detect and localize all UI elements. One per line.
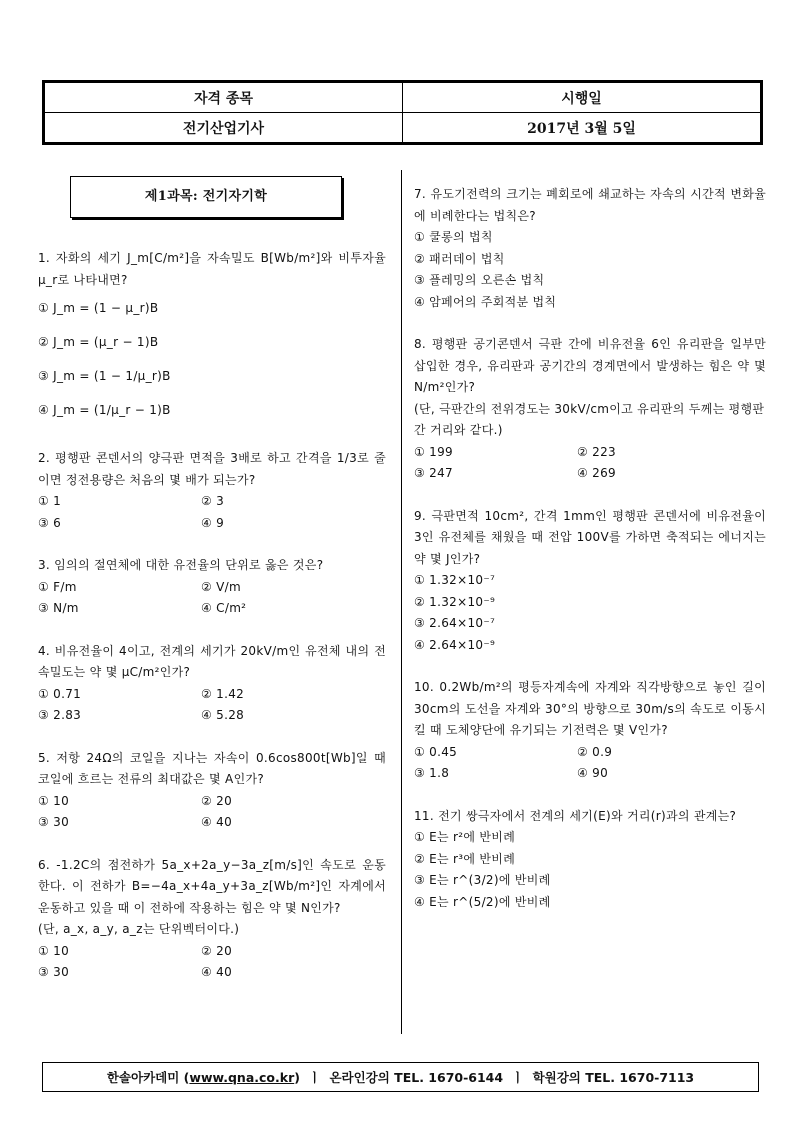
question-text: 10. 0.2Wb/m²의 평등자계속에 자계와 직각방향으로 놓인 길이 30cm의 도선을 자계와 30°의 방향으로 30m/s의 속도로 이동시킬 때 도체양단에 유기되는 기전력은 몇 V인가? [414, 680, 766, 737]
option-4: ④ E는 r^(5/2)에 반비례 [414, 894, 551, 909]
option-2: ② 20 [201, 793, 233, 808]
option-2: ② 223 [577, 444, 616, 459]
exam-type-label: 자격 종목 [45, 83, 403, 113]
option-3: ③ 2.64×10⁻⁷ [414, 616, 496, 630]
option-2: ② J_m = (μ_r − 1)B [38, 335, 159, 349]
option-3: ③ J_m = (1 − 1/μ_r)B [38, 369, 171, 383]
option-4: ④ 암페어의 주회적분 법칙 [414, 294, 557, 309]
option-3: ③ 6 [38, 515, 62, 530]
option-2: ② 1.32×10⁻⁹ [414, 594, 496, 609]
option-2: ② 20 [201, 943, 233, 958]
option-1: ① 10 [38, 943, 70, 958]
option-3: ③ 1.8 [414, 766, 450, 780]
question-2 [38, 448, 386, 534]
question-4 [38, 641, 386, 727]
option-1: ① 1 [38, 494, 62, 508]
question-11 [414, 806, 766, 914]
option-4: ④ 5.28 [201, 708, 245, 722]
column-divider [401, 170, 402, 1034]
left-column [38, 176, 386, 1005]
option-2: ② V/m [201, 579, 242, 594]
right-column [414, 184, 766, 934]
question-3 [38, 555, 386, 620]
option-3: ③ 30 [38, 965, 70, 979]
option-3: ③ N/m [38, 601, 79, 615]
option-1: ① 쿨롱의 법칙 [414, 230, 493, 244]
option-1: ① E는 r²에 반비례 [414, 830, 516, 844]
question-7 [414, 184, 766, 313]
question-8 [414, 334, 766, 485]
option-1: ① 1.32×10⁻⁷ [414, 573, 496, 587]
question-text: 5. 저항 24Ω의 코일을 지나는 자속이 0.6cos800t[Wb]일 때 코일에 흐르는 전류의 최대값은 몇 A인가? [38, 750, 386, 786]
academy-name: 한솔아카데미 [106, 1070, 180, 1085]
option-3: ③ E는 r^(3/2)에 반비례 [414, 873, 551, 887]
option-4: ④ 2.64×10⁻⁹ [414, 637, 496, 652]
question-text: 7. 유도기전력의 크기는 폐회로에 쇄교하는 자속의 시간적 변화율에 비례한다는 법칙은? [414, 187, 766, 223]
exam-header-table [42, 80, 763, 145]
exam-type-value: 전기산업기사 [45, 113, 403, 143]
question-text: 4. 비유전율이 4이고, 전계의 세기가 20kV/m인 유전체 내의 전속밀도는 약 몇 μC/m²인가? [38, 643, 386, 679]
question-note: (단, 극판간의 전위경도는 30kV/cm이고 유리판의 두께는 평행판 간 거리와 같다.) [414, 401, 765, 437]
option-4: ④ J_m = (1/μ_r − 1)B [38, 403, 171, 417]
option-2: ② 3 [201, 494, 225, 508]
option-1: ① J_m = (1 − μ_r)B [38, 301, 159, 315]
option-4: ④ 40 [201, 965, 233, 979]
academy-url-link[interactable]: www.qna.co.kr [189, 1069, 295, 1085]
option-1: ① 0.45 [414, 744, 458, 759]
option-1: ① 199 [414, 444, 453, 459]
footer: 한솔아카데미 ( www.qna.co.kr ) ㅣ 온라인강의 TEL. 1670-6144 ㅣ 학원강의 TEL. 1670-7113 [42, 1062, 759, 1092]
option-1: ① 0.71 [38, 686, 82, 701]
section-title: 제1과목: 전기자기학 [70, 176, 342, 218]
question-6 [38, 855, 386, 984]
option-3: ③ 플레밍의 오른손 법칙 [414, 273, 545, 287]
question-text: 9. 극판면적 10cm², 간격 1mm인 평행판 콘덴서에 비유전율이 3인 유전체를 채웠을 때 전압 100V를 가하면 축적되는 에너지는 약 몇 J인가? [414, 508, 766, 566]
option-3: ③ 247 [414, 466, 453, 480]
option-3: ③ 2.83 [38, 708, 82, 722]
option-1: ① F/m [38, 579, 77, 594]
question-note: (단, a_x, a_y, a_z는 단위벡터이다.) [38, 922, 240, 936]
option-4: ④ 90 [577, 766, 609, 780]
option-4: ④ 269 [577, 466, 616, 480]
question-text: 8. 평행판 공기콘덴서 극판 간에 비유전율 6인 유리판을 일부만 삽입한 경우, 유리판과 공기간의 경계면에서 발생하는 힘은 약 몇 N/m²인가? [414, 337, 766, 394]
option-2: ② E는 r³에 반비례 [414, 851, 516, 866]
question-text: 1. 자화의 세기 J_m[C/m²]을 자속밀도 B[Wb/m²]와 비투자율 μ_r로 나타내면? [38, 251, 386, 287]
option-4: ④ 9 [201, 515, 225, 530]
option-2: ② 0.9 [577, 744, 613, 759]
option-3: ③ 30 [38, 815, 70, 829]
question-text: 2. 평행판 콘덴서의 양극판 면적을 3배로 하고 간격을 1/3로 줄이면 정전용량은 처음의 몇 배가 되는가? [38, 451, 386, 487]
option-4: ④ C/m² [201, 601, 247, 615]
exam-date-label: 시행일 [403, 83, 761, 113]
exam-date-value: 2017년 3월 5일 [403, 113, 761, 143]
question-9 [414, 506, 766, 657]
question-10 [414, 677, 766, 785]
question-text: 6. -1.2C의 점전하가 5a_x+2a_y−3a_z[m/s]인 속도로 운동한다. 이 전하가 B=−4a_x+4a_y+3a_z[Wb/m²]인 자계에서 운동하고 있을 때 이 전하에 작용하는 힘은 약 몇 N인가? [38, 857, 386, 915]
question-text: 3. 임의의 절연체에 대한 유전율의 단위로 옳은 것은? [38, 558, 324, 572]
option-2: ② 패러데이 법칙 [414, 251, 505, 266]
question-5 [38, 748, 386, 834]
option-2: ② 1.42 [201, 686, 245, 701]
question-1 [38, 248, 386, 427]
offline-phone: 학원강의 TEL. 1670-7113 [532, 1070, 695, 1085]
question-text: 11. 전기 쌍극자에서 전계의 세기(E)와 거리(r)과의 관계는? [414, 808, 737, 823]
online-phone: 온라인강의 TEL. 1670-6144 [329, 1070, 504, 1085]
option-4: ④ 40 [201, 815, 233, 829]
option-1: ① 10 [38, 793, 70, 808]
